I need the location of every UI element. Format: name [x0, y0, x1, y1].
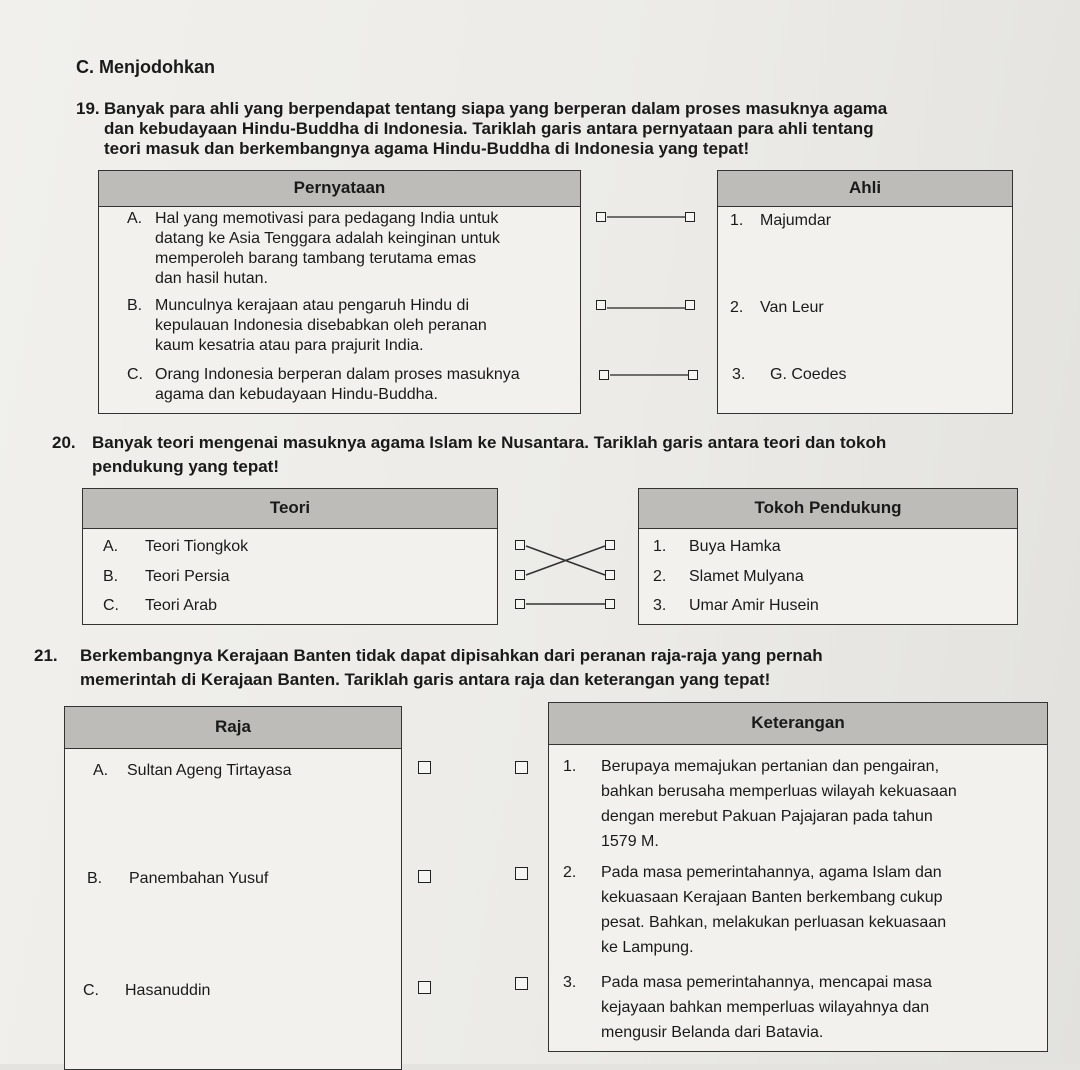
q19-statement-a-line1: Hal yang memotivasi para pedagang India untuk	[155, 210, 499, 227]
q21-desc-1-line3: dengan merebut Pakuan Pajajaran pada tahun	[601, 808, 933, 825]
q21-desc-2-line1: Pada masa pemerintahannya, agama Islam dan	[601, 864, 942, 881]
q21-desc-1-line4: 1579 M.	[601, 833, 659, 850]
q19-left-header: Pernyataan	[99, 171, 580, 207]
q19-expert-3-name: G. Coedes	[770, 366, 847, 383]
q21-king-b-name: Panembahan Yusuf	[129, 870, 269, 887]
q20-number: 20.	[52, 433, 76, 452]
q19-statement-b-line3: kaum kesatria atau para prajurit India.	[155, 337, 424, 354]
q19-expert-1-name: Majumdar	[760, 212, 832, 229]
q20-figure-3-num: 3.	[653, 597, 667, 614]
q19-expert-2-num: 2.	[730, 299, 744, 316]
q21-right-header: Keterangan	[549, 703, 1047, 745]
q19-right-header: Ahli	[718, 171, 1012, 207]
q21-line-2: memerintah di Kerajaan Banten. Tariklah garis antara raja dan keterangan yang tepat!	[80, 670, 771, 689]
q19-line-2: dan kebudayaan Hindu-Buddha di Indonesia. Tariklah garis antara pernyataan para ahli tentang	[104, 119, 874, 138]
q19-statement-c-line1: Orang Indonesia berperan dalam proses masuknya	[155, 366, 520, 383]
q21-desc-1-num: 1.	[563, 758, 577, 775]
q21-king-c-label: C.	[83, 982, 99, 999]
q20-figure-2-num: 2.	[653, 568, 667, 585]
q21-king-c-name: Hasanuddin	[125, 982, 211, 999]
section-title: C. Menjodohkan	[76, 57, 215, 77]
q19-expert-2-name: Van Leur	[760, 299, 824, 316]
q19-statement-b-line1: Munculnya kerajaan atau pengaruh Hindu di	[155, 297, 469, 314]
q21-desc-2-line2: kekuasaan Kerajaan Banten berkembang cukup	[601, 889, 943, 906]
q19-expert-3-num: 3.	[732, 366, 746, 383]
q20-theory-a-name: Teori Tiongkok	[145, 538, 249, 555]
q19-statement-c-label: C.	[127, 366, 143, 383]
q20-line-2: pendukung yang tepat!	[92, 457, 279, 476]
q19-line-3: teori masuk dan berkembangnya agama Hindu-Buddha di Indonesia yang tepat!	[104, 139, 750, 158]
q21-line-1: Berkembangnya Kerajaan Banten tidak dapat dipisahkan dari peranan raja-raja yang pernah	[80, 646, 823, 665]
q19-statement-a-label: A.	[127, 210, 143, 227]
q19-statement-b-line2: kepulauan Indonesia disebabkan oleh peranan	[155, 317, 487, 334]
q20-figure-2-name: Slamet Mulyana	[689, 568, 804, 585]
q19-statement-a-line3: memperoleh barang tambang terutama emas	[155, 250, 477, 267]
q21-desc-1-line1: Berupaya memajukan pertanian dan pengairan,	[601, 758, 940, 775]
q19-statement-c-line2: agama dan kebudayaan Hindu-Buddha.	[155, 386, 438, 403]
q20-theory-b-name: Teori Persia	[145, 568, 230, 585]
q20-figure-3-name: Umar Amir Husein	[689, 597, 819, 614]
q20-theory-c-name: Teori Arab	[145, 597, 218, 614]
q20-theory-a-label: A.	[103, 538, 119, 555]
q21-desc-3-line3: mengusir Belanda dari Batavia.	[601, 1024, 824, 1041]
q21-king-b-label: B.	[87, 870, 103, 887]
q21-desc-3-line1: Pada masa pemerintahannya, mencapai masa	[601, 974, 932, 991]
q20-theory-c-label: C.	[103, 597, 119, 614]
q21-desc-3-line2: kejayaan bahkan memperluas wilayahnya dan	[601, 999, 930, 1016]
q21-desc-1-line2: bahkan berusaha memperluas wilayah kekuasaan	[601, 783, 957, 800]
q21-king-a-name: Sultan Ageng Tirtayasa	[127, 762, 292, 779]
q20-right-header: Tokoh Pendukung	[639, 489, 1017, 529]
q21-desc-2-num: 2.	[563, 864, 577, 881]
q20-line-1: Banyak teori mengenai masuknya agama Islam ke Nusantara. Tariklah garis antara teori dan tokoh	[92, 433, 887, 452]
q19-statement-a-line2: datang ke Asia Tenggara adalah keinginan untuk	[155, 230, 500, 247]
q19-expert-1-num: 1.	[730, 212, 744, 229]
q21-number: 21.	[34, 646, 58, 665]
q19-number: 19.	[76, 99, 100, 118]
q20-theory-b-label: B.	[103, 568, 119, 585]
q21-left-header: Raja	[65, 707, 401, 749]
q20-figure-1-num: 1.	[653, 538, 667, 555]
q21-desc-2-line4: ke Lampung.	[601, 939, 694, 956]
q20-figure-1-name: Buya Hamka	[689, 538, 781, 555]
q21-king-a-label: A.	[93, 762, 109, 779]
q21-desc-2-line3: pesat. Bahkan, melakukan perluasan kekuasaan	[601, 914, 947, 931]
q19-statement-b-label: B.	[127, 297, 143, 314]
q20-left-header: Teori	[83, 489, 497, 529]
q21-desc-3-num: 3.	[563, 974, 577, 991]
q19-statement-a-line4: dan hasil hutan.	[155, 270, 268, 287]
q19-line-1: Banyak para ahli yang berpendapat tentang siapa yang berperan dalam proses masuknya agama	[104, 99, 888, 118]
